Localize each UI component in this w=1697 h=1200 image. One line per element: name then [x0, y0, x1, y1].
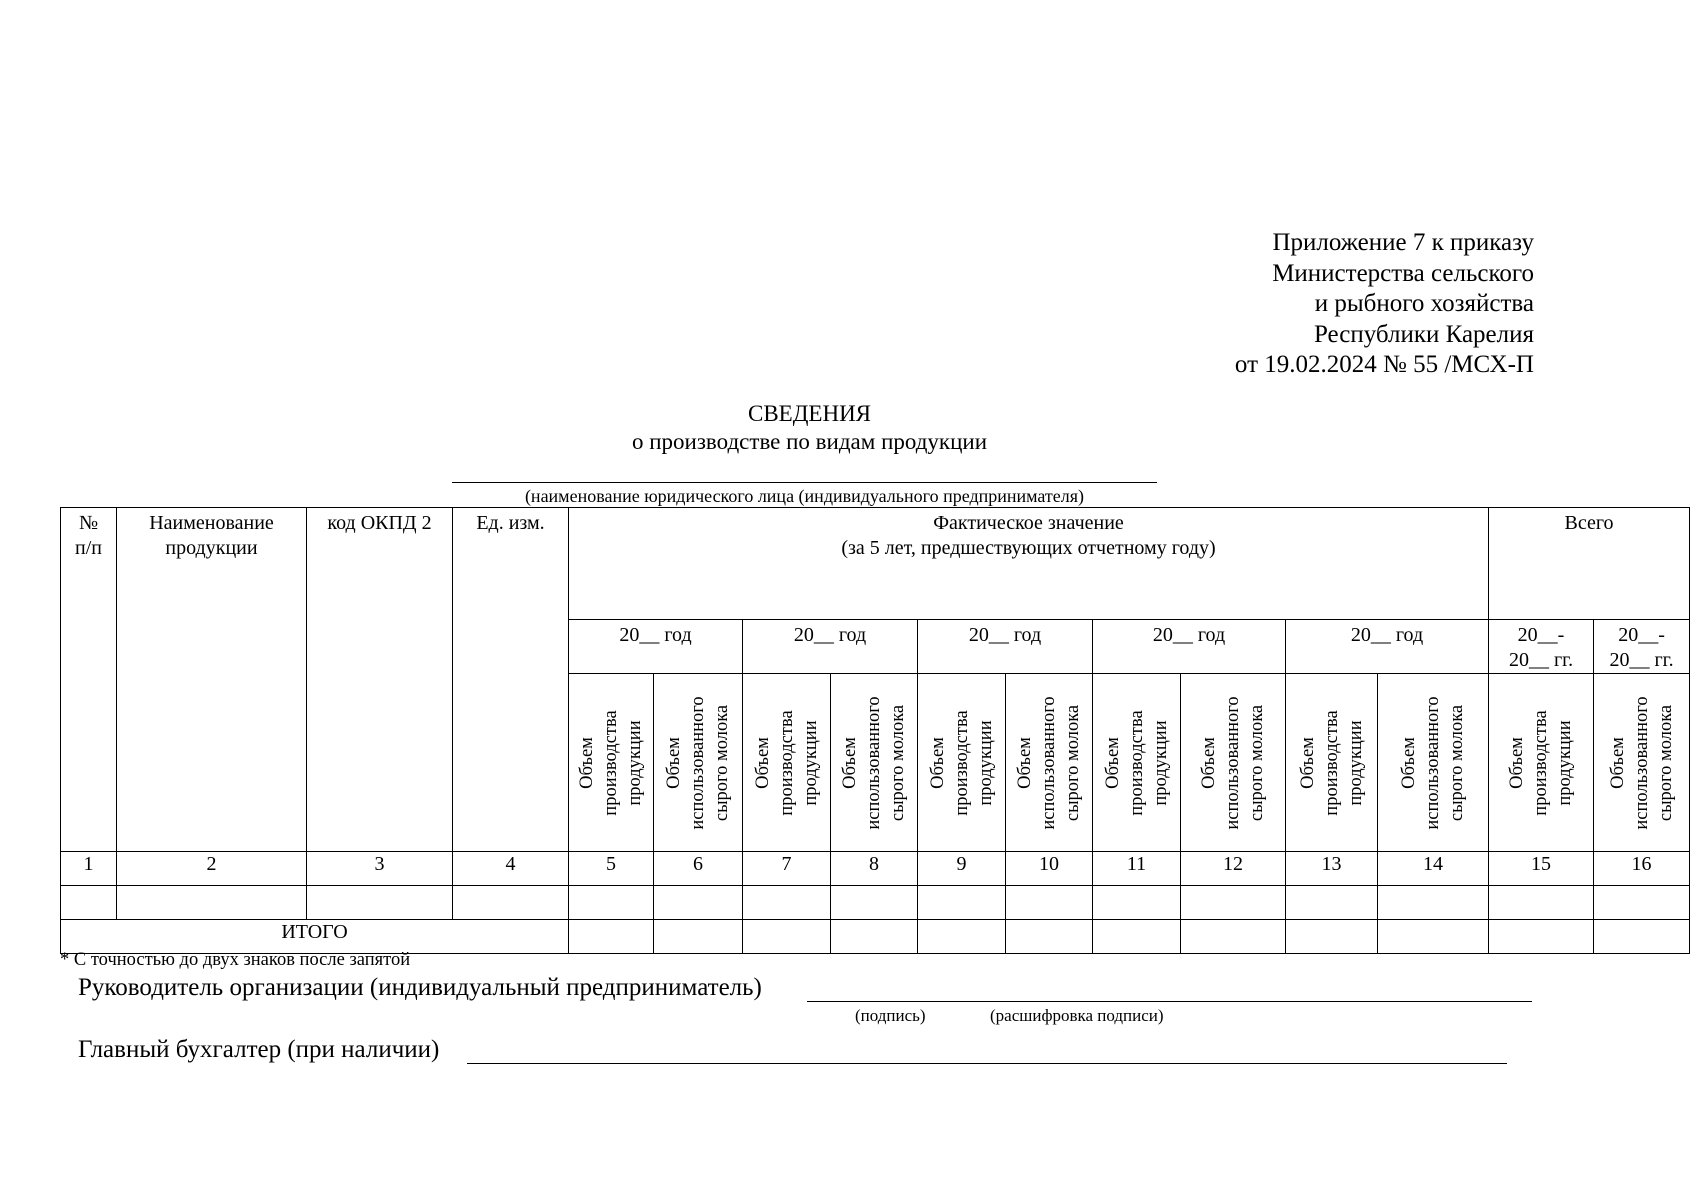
attachment-line: от 19.02.2024 № 55 /МСХ-П — [1234, 351, 1534, 378]
subheader-milk-volume: Объем использованного сырого молока — [654, 674, 743, 852]
total-cell[interactable] — [1594, 920, 1690, 954]
data-cell[interactable] — [61, 886, 117, 920]
attachment-line: и рыбного хозяйства — [1314, 290, 1534, 317]
subheader-production-volume: Объем производства продукции — [569, 674, 654, 852]
header-okpd-code: код ОКПД 2 — [307, 508, 453, 852]
column-number: 4 — [453, 852, 569, 886]
header-year: 20__ год — [1286, 620, 1489, 674]
document-subtitle: о производстве по видам продукции — [631, 429, 988, 454]
column-number: 6 — [654, 852, 743, 886]
data-cell[interactable] — [1093, 886, 1181, 920]
column-number: 9 — [918, 852, 1006, 886]
data-cell[interactable] — [1489, 886, 1594, 920]
header-unit: Ед. изм. — [453, 508, 569, 852]
data-cell[interactable] — [1006, 886, 1093, 920]
data-cell[interactable] — [1594, 886, 1690, 920]
column-number: 5 — [569, 852, 654, 886]
column-number: 16 — [1594, 852, 1690, 886]
header-year: 20__ год — [918, 620, 1093, 674]
subheader-milk-volume: Объем использованного сырого молока — [831, 674, 918, 852]
total-cell[interactable] — [1093, 920, 1181, 954]
attachment-line: Республики Карелия — [1313, 320, 1534, 348]
accountant-signature-label: Главный бухгалтер (при наличии) — [78, 1036, 440, 1063]
column-number: 15 — [1489, 852, 1594, 886]
data-cell[interactable] — [1378, 886, 1489, 920]
header-year: 20__ год — [1093, 620, 1286, 674]
attachment-line: Приложение 7 к приказу — [1272, 229, 1534, 256]
header-total: Всего — [1489, 508, 1690, 620]
subheader-production-volume: Объем производства продукции — [1093, 674, 1181, 852]
column-number: 1 — [61, 852, 117, 886]
subheader-production-volume: Объем производства продукции — [1489, 674, 1594, 852]
signature-decoding-caption: (расшифровка подписи) — [990, 1006, 1164, 1025]
signature-caption: (подпись) — [855, 1006, 926, 1025]
data-cell[interactable] — [307, 886, 453, 920]
column-number: 14 — [1378, 852, 1489, 886]
data-cell[interactable] — [918, 886, 1006, 920]
data-cell[interactable] — [743, 886, 831, 920]
subheader-milk-volume: Объем использованного сырого молока — [1378, 674, 1489, 852]
header-product-name: Наименование продукции — [117, 508, 307, 852]
table-row — [61, 886, 1690, 920]
entity-name-line[interactable] — [452, 482, 1157, 483]
total-row-label: ИТОГО — [61, 920, 569, 954]
data-cell[interactable] — [831, 886, 918, 920]
column-number: 10 — [1006, 852, 1093, 886]
attachment-block — [1235, 228, 1534, 381]
column-number: 8 — [831, 852, 918, 886]
header-total-period: 20__- 20__ гг. — [1489, 620, 1594, 674]
column-number: 3 — [307, 852, 453, 886]
total-cell[interactable] — [1181, 920, 1286, 954]
column-number: 12 — [1181, 852, 1286, 886]
subheader-milk-volume: Объем использованного сырого молока — [1181, 674, 1286, 852]
subheader-production-volume: Объем производства продукции — [1286, 674, 1378, 852]
data-cell[interactable] — [1181, 886, 1286, 920]
total-cell[interactable] — [918, 920, 1006, 954]
document-title: СВЕДЕНИЯ — [747, 401, 872, 426]
total-cell[interactable] — [831, 920, 918, 954]
total-cell[interactable] — [1286, 920, 1378, 954]
data-cell[interactable] — [569, 886, 654, 920]
total-cell[interactable] — [743, 920, 831, 954]
head-signature-label: Руководитель организации (индивидуальный предприниматель) — [78, 974, 762, 1001]
header-total-period: 20__- 20__ гг. — [1594, 620, 1690, 674]
data-cell[interactable] — [654, 886, 743, 920]
attachment-line: Министерства сельского — [1272, 259, 1534, 287]
total-cell[interactable] — [654, 920, 743, 954]
total-cell[interactable] — [569, 920, 654, 954]
head-signature-line[interactable] — [807, 1001, 1532, 1002]
header-actual-value: Фактическое значение (за 5 лет, предшествующих отчетному году) — [569, 508, 1489, 620]
entity-name-caption: (наименование юридического лица (индивидуального предпринимателя) — [524, 486, 1085, 506]
production-report-table — [60, 507, 1690, 954]
subheader-milk-volume: Объем использованного сырого молока — [1594, 674, 1690, 852]
header-year: 20__ год — [569, 620, 743, 674]
column-number: 11 — [1093, 852, 1181, 886]
subheader-production-volume: Объем производства продукции — [743, 674, 831, 852]
accountant-signature-line[interactable] — [467, 1063, 1507, 1064]
header-year: 20__ год — [743, 620, 918, 674]
total-cell[interactable] — [1378, 920, 1489, 954]
data-cell[interactable] — [453, 886, 569, 920]
column-number: 2 — [117, 852, 307, 886]
header-row-number: № п/п — [61, 508, 117, 852]
subheader-milk-volume: Объем использованного сырого молока — [1006, 674, 1093, 852]
column-number: 7 — [743, 852, 831, 886]
total-cell[interactable] — [1006, 920, 1093, 954]
subheader-production-volume: Объем производства продукции — [918, 674, 1006, 852]
data-cell[interactable] — [117, 886, 307, 920]
footnote: * С точностью до двух знаков после запятой — [60, 950, 411, 970]
data-cell[interactable] — [1286, 886, 1378, 920]
column-number: 13 — [1286, 852, 1378, 886]
total-cell[interactable] — [1489, 920, 1594, 954]
